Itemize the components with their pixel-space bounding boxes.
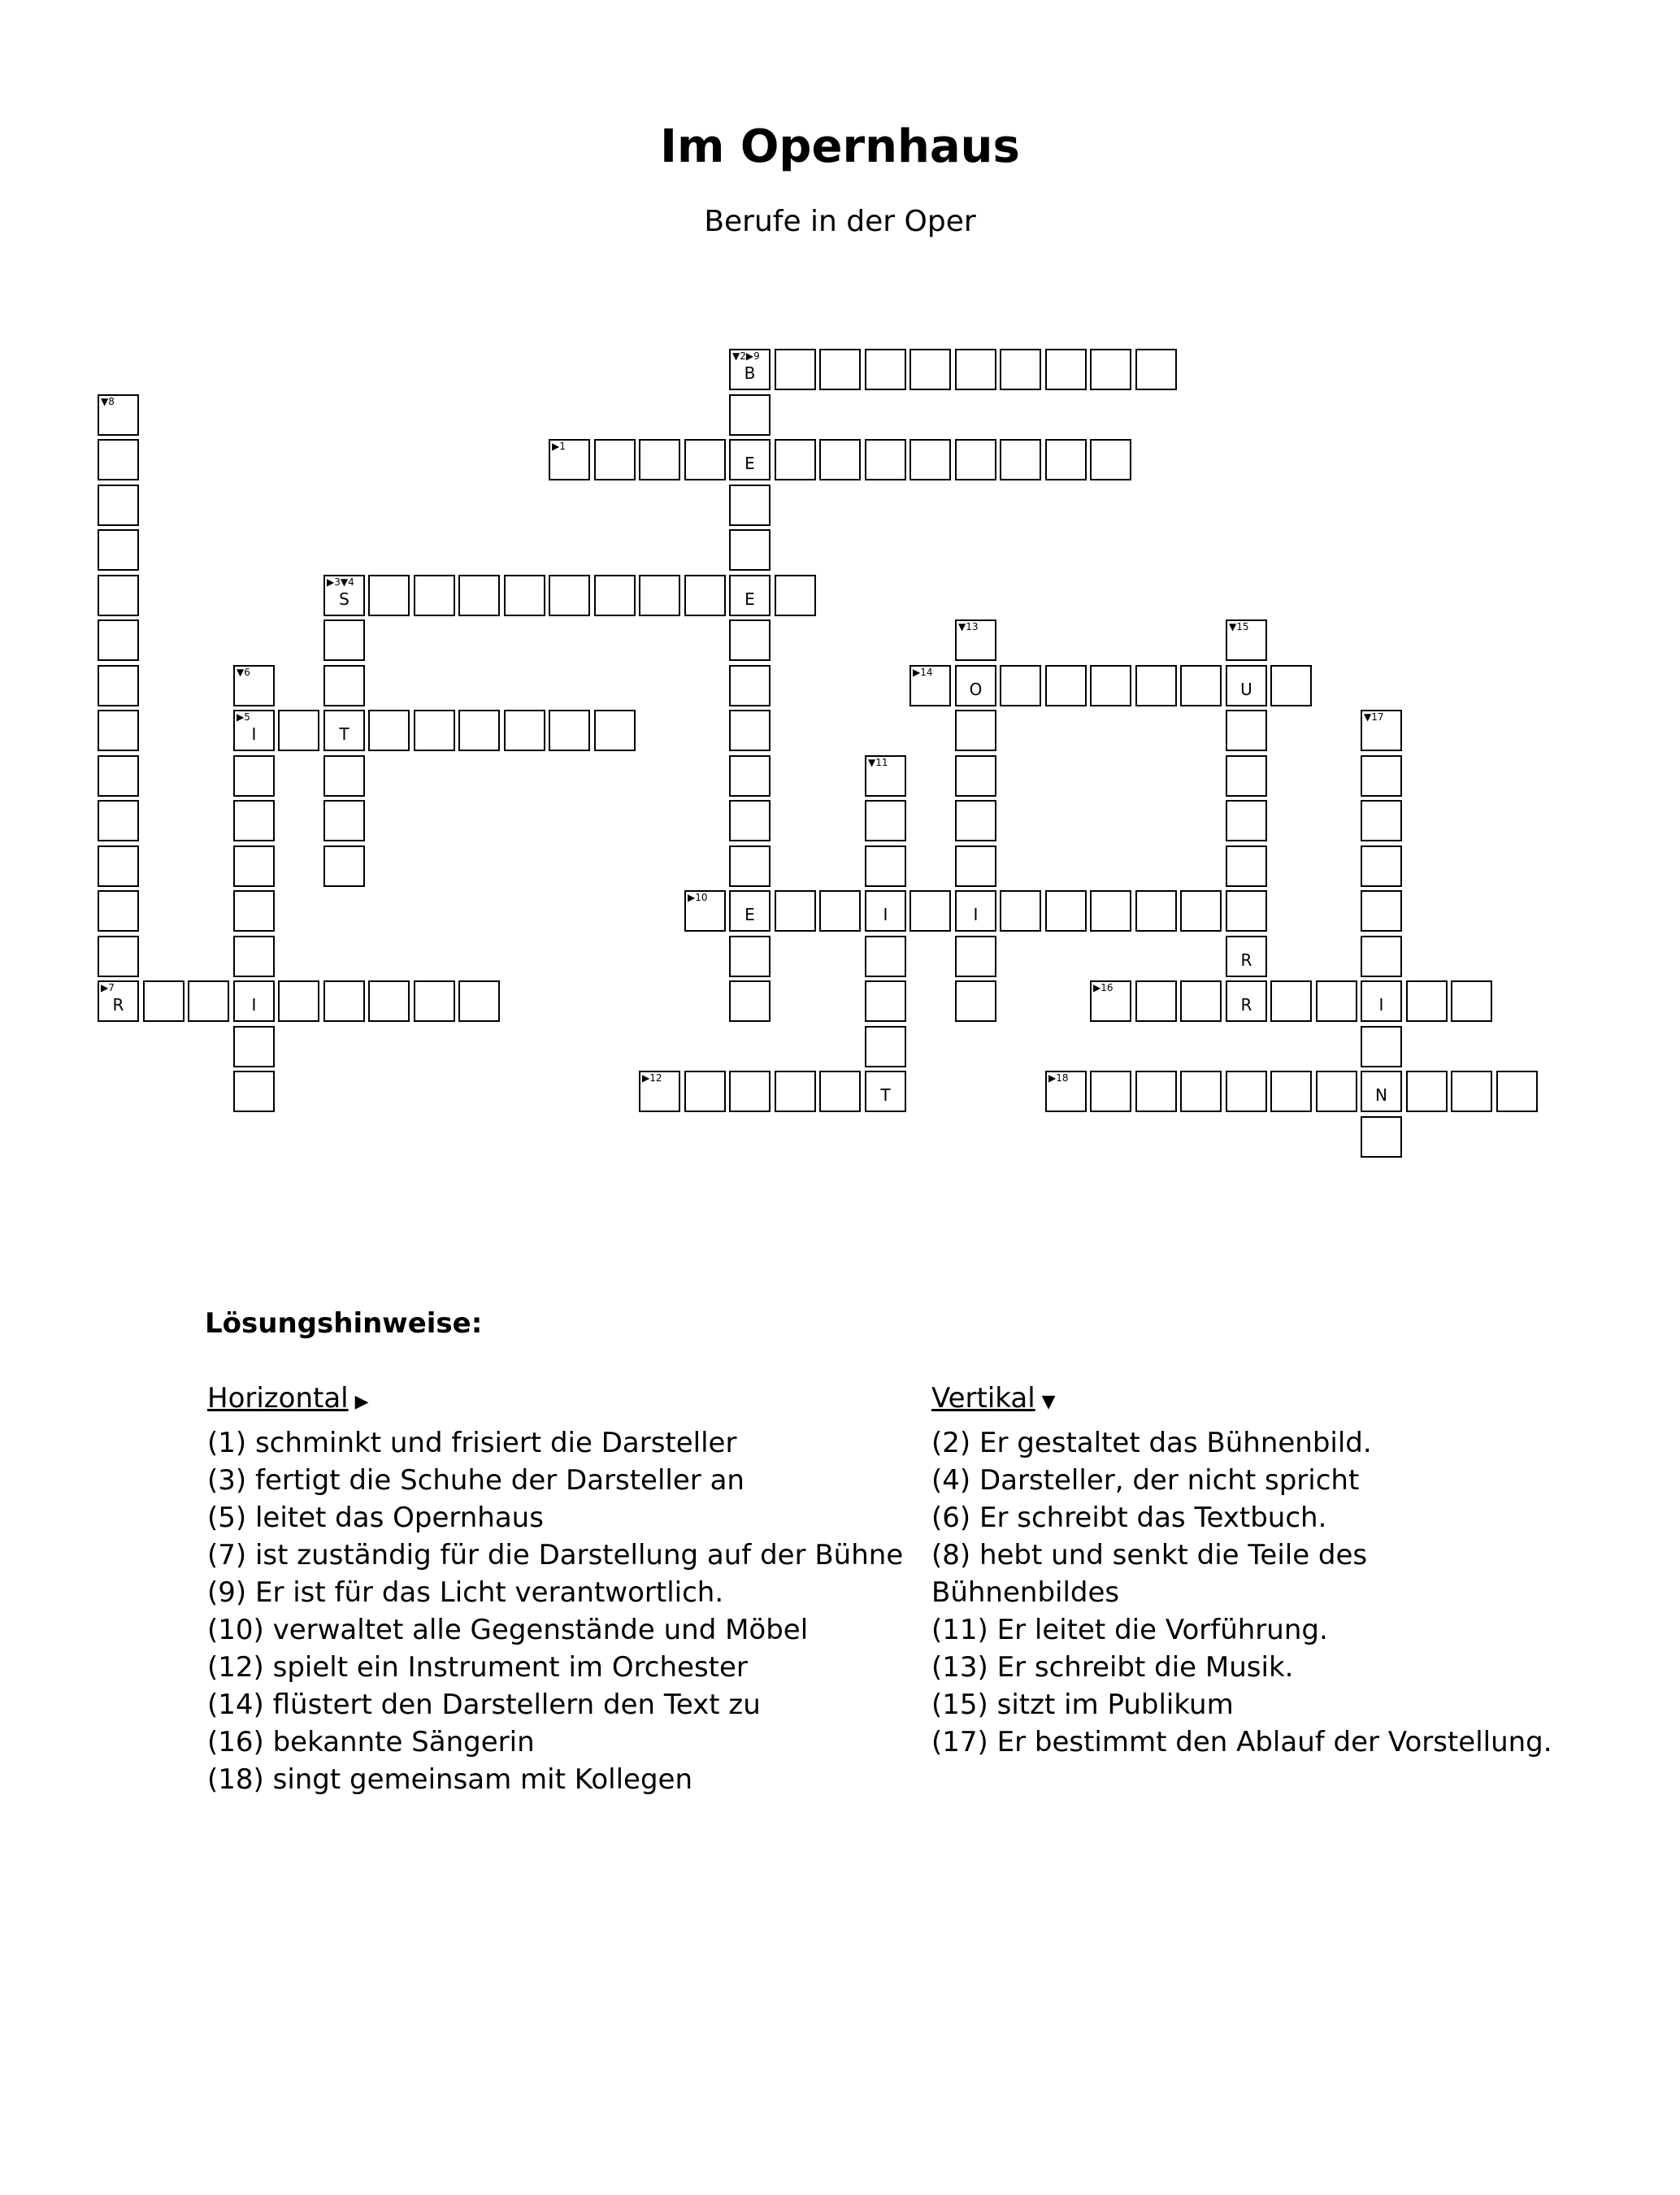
crossword-cell[interactable]: [729, 485, 771, 526]
down-clue: Bühnenbildes: [931, 1576, 1120, 1609]
crossword-cell[interactable]: [1226, 665, 1267, 706]
down-clue: (2) Er gestaltet das Bühnenbild.: [931, 1427, 1372, 1459]
crossword-cell[interactable]: [233, 1071, 275, 1112]
crossword-cell[interactable]: [729, 710, 771, 751]
across-clue: (3) fertigt die Schuhe der Darsteller an: [207, 1464, 744, 1497]
crossword-cell[interactable]: [1226, 890, 1267, 932]
crossword-cell[interactable]: [368, 980, 410, 1022]
crossword-cell[interactable]: [1451, 980, 1492, 1022]
cell-letter: E: [744, 454, 755, 473]
clue-number: ▼17: [1364, 711, 1384, 723]
crossword-cell[interactable]: [414, 980, 455, 1022]
crossword-cell[interactable]: [819, 890, 861, 932]
crossword-cell[interactable]: [368, 710, 410, 751]
down-clue: (15) sitzt im Publikum: [931, 1689, 1234, 1721]
cell-letter: S: [339, 589, 349, 609]
crossword-cell[interactable]: [775, 890, 816, 932]
crossword-cell[interactable]: [819, 439, 861, 480]
cell-letter: I: [251, 995, 257, 1015]
crossword-cell[interactable]: [729, 394, 771, 436]
crossword-cell[interactable]: [1090, 1071, 1131, 1112]
crossword-cell[interactable]: [414, 575, 455, 616]
crossword-cell[interactable]: [549, 575, 590, 616]
clue-number: ▶10: [688, 892, 708, 903]
cell-letter: R: [1240, 995, 1252, 1015]
crossword-cell[interactable]: [955, 890, 996, 932]
crossword-cell[interactable]: [1316, 1071, 1357, 1112]
crossword-cell[interactable]: [1226, 936, 1267, 977]
crossword-cell[interactable]: [458, 980, 500, 1022]
cell-letter: R: [112, 995, 124, 1015]
crossword-cell[interactable]: [909, 665, 951, 706]
crossword-cell[interactable]: [1361, 845, 1402, 887]
clue-number: ▶18: [1048, 1072, 1069, 1084]
crossword-cell[interactable]: [1361, 1116, 1402, 1158]
across-clue-list: [207, 1424, 903, 1798]
across-clue: (14) flüstert den Darstellern den Text zu: [207, 1689, 761, 1721]
page-subtitle: Berufe in der Oper: [704, 205, 976, 238]
page-title: Im Opernhaus: [660, 120, 1020, 173]
crossword-cell[interactable]: [1135, 890, 1177, 932]
cell-letter: I: [883, 905, 888, 924]
down-heading: [931, 1382, 1056, 1415]
crossword-cell[interactable]: [775, 349, 816, 390]
crossword-cell[interactable]: [1000, 665, 1041, 706]
across-clue: (5) leitet das Opernhaus: [207, 1502, 544, 1534]
cell-letter: U: [1240, 680, 1252, 699]
crossword-cell[interactable]: [323, 665, 365, 706]
crossword-cell[interactable]: [98, 665, 139, 706]
crossword-cell[interactable]: [1090, 665, 1131, 706]
crossword-cell[interactable]: [865, 845, 906, 887]
crossword-cell[interactable]: [1045, 1071, 1087, 1112]
clue-number: ▶16: [1093, 982, 1113, 993]
crossword-cell[interactable]: [865, 890, 906, 932]
crossword-cell[interactable]: [775, 575, 816, 616]
crossword-cell[interactable]: [1361, 936, 1402, 977]
crossword-cell[interactable]: [1361, 710, 1402, 751]
crossword-cell[interactable]: [188, 980, 229, 1022]
crossword-cell[interactable]: [323, 619, 365, 661]
crossword-cell[interactable]: [1045, 349, 1087, 390]
crossword-cell[interactable]: [955, 710, 996, 751]
clue-number: ▶1: [552, 441, 566, 452]
crossword-cell[interactable]: [1361, 800, 1402, 841]
crossword-cell[interactable]: [775, 1071, 816, 1112]
crossword-cell[interactable]: [1226, 619, 1267, 661]
crossword-cell[interactable]: [729, 575, 771, 616]
clue-number: ▼6: [237, 667, 250, 678]
crossword-cell[interactable]: [1226, 1071, 1267, 1112]
crossword-cell[interactable]: [729, 800, 771, 841]
crossword-cell[interactable]: [729, 1071, 771, 1112]
clue-number: ▼2▶9: [732, 350, 760, 362]
crossword-cell[interactable]: [955, 665, 996, 706]
down-clue: (11) Er leitet die Vorführung.: [931, 1614, 1328, 1646]
crossword-cell[interactable]: [729, 529, 771, 571]
crossword-cell[interactable]: [684, 575, 726, 616]
clue-number: ▼15: [1229, 621, 1249, 632]
clue-number: ▼11: [868, 757, 888, 768]
crossword-cell[interactable]: [594, 710, 636, 751]
crossword-cell[interactable]: [1361, 755, 1402, 797]
crossword-cell[interactable]: [729, 755, 771, 797]
crossword-cell[interactable]: [684, 1071, 726, 1112]
crossword-cell[interactable]: [98, 439, 139, 480]
crossword-cell[interactable]: [1361, 890, 1402, 932]
crossword-cell[interactable]: [639, 439, 680, 480]
crossword-cell[interactable]: [233, 936, 275, 977]
cell-letter: I: [251, 724, 257, 744]
across-clue: (18) singt gemeinsam mit Kollegen: [207, 1763, 693, 1796]
crossword-cell[interactable]: [1226, 755, 1267, 797]
crossword-cell[interactable]: [1226, 845, 1267, 887]
arrow-down-icon: ▼: [1041, 1392, 1056, 1412]
crossword-cell[interactable]: [504, 710, 545, 751]
crossword-cell[interactable]: [729, 890, 771, 932]
crossword-cell[interactable]: [233, 800, 275, 841]
crossword-cell[interactable]: [98, 710, 139, 751]
crossword-cell[interactable]: [98, 485, 139, 526]
crossword-cell[interactable]: [1000, 890, 1041, 932]
down-clue: (6) Er schreibt das Textbuch.: [931, 1502, 1327, 1534]
down-clue: (4) Darsteller, der nicht spricht: [931, 1464, 1360, 1497]
crossword-cell[interactable]: [278, 980, 319, 1022]
crossword-cell[interactable]: [955, 439, 996, 480]
crossword-cell[interactable]: [1226, 800, 1267, 841]
across-clue: (7) ist zuständig für die Darstellung auf der Bühne: [207, 1539, 904, 1571]
crossword-cell[interactable]: [1000, 439, 1041, 480]
crossword-cell[interactable]: [143, 980, 184, 1022]
crossword-cell[interactable]: [98, 980, 139, 1022]
crossword-cell[interactable]: [955, 980, 996, 1022]
clue-number: ▶7: [101, 982, 115, 993]
crossword-cell[interactable]: [1361, 980, 1402, 1022]
crossword-cell[interactable]: [955, 936, 996, 977]
cell-letter: R: [1240, 950, 1252, 970]
crossword-cell[interactable]: [1090, 980, 1131, 1022]
crossword-cell[interactable]: [504, 575, 545, 616]
cell-letter: T: [880, 1085, 891, 1105]
down-clue: (17) Er bestimmt den Ablauf der Vorstellung.: [931, 1726, 1552, 1758]
crossword-cell[interactable]: [98, 394, 139, 436]
crossword-cell[interactable]: [865, 349, 906, 390]
crossword-cell[interactable]: [865, 1026, 906, 1067]
crossword-cell[interactable]: [1045, 439, 1087, 480]
cell-letter: B: [744, 363, 756, 383]
crossword-cell[interactable]: [278, 710, 319, 751]
crossword-cell[interactable]: [233, 755, 275, 797]
crossword-cell[interactable]: [955, 800, 996, 841]
crossword-cell[interactable]: [955, 845, 996, 887]
crossword-cell[interactable]: [1180, 890, 1222, 932]
crossword-cell[interactable]: [1000, 349, 1041, 390]
crossword-cell[interactable]: [684, 439, 726, 480]
crossword-cell[interactable]: [1226, 710, 1267, 751]
crossword-cell[interactable]: [98, 890, 139, 932]
down-clue: (13) Er schreibt die Musik.: [931, 1651, 1294, 1684]
crossword-cell[interactable]: [639, 1071, 680, 1112]
down-heading-label: Vertikal: [931, 1382, 1035, 1415]
across-heading: [207, 1382, 369, 1415]
crossword-cell[interactable]: [729, 619, 771, 661]
across-clue: (9) Er ist für das Licht verantwortlich.: [207, 1576, 724, 1609]
crossword-cell[interactable]: [1090, 890, 1131, 932]
crossword-cell[interactable]: [98, 619, 139, 661]
crossword-cell[interactable]: [323, 710, 365, 751]
crossword-cell[interactable]: [1270, 980, 1312, 1022]
crossword-cell[interactable]: [865, 936, 906, 977]
crossword-cell[interactable]: [549, 439, 590, 480]
clue-number: ▶5: [237, 711, 250, 723]
crossword-cell[interactable]: [594, 439, 636, 480]
down-clue: (8) hebt und senkt die Teile des: [931, 1539, 1368, 1571]
arrow-right-icon: ▶: [354, 1392, 369, 1412]
crossword-cell[interactable]: [98, 936, 139, 977]
crossword-cell[interactable]: [549, 710, 590, 751]
clue-number: ▼13: [958, 621, 979, 632]
crossword-cell[interactable]: [909, 439, 951, 480]
crossword-cell[interactable]: [233, 1026, 275, 1067]
crossword-cell[interactable]: [865, 980, 906, 1022]
crossword-cell[interactable]: [323, 575, 365, 616]
crossword-cell[interactable]: [98, 529, 139, 571]
crossword-cell[interactable]: [729, 349, 771, 390]
crossword-cell[interactable]: [909, 890, 951, 932]
crossword-cell[interactable]: [1045, 665, 1087, 706]
crossword-cell[interactable]: [729, 845, 771, 887]
crossword-cell[interactable]: [323, 980, 365, 1022]
crossword-cell[interactable]: [1180, 1071, 1222, 1112]
crossword-cell[interactable]: [639, 575, 680, 616]
crossword-cell[interactable]: [1135, 980, 1177, 1022]
cell-letter: E: [744, 905, 755, 924]
crossword-cell[interactable]: [955, 619, 996, 661]
crossword-cell[interactable]: [1270, 1071, 1312, 1112]
crossword-cell[interactable]: [909, 349, 951, 390]
crossword-cell[interactable]: [98, 755, 139, 797]
crossword-cell[interactable]: [865, 755, 906, 797]
crossword-cell[interactable]: [1180, 980, 1222, 1022]
crossword-cell[interactable]: [729, 980, 771, 1022]
crossword-cell[interactable]: [1451, 1071, 1492, 1112]
across-clue: (16) bekannte Sängerin: [207, 1726, 535, 1758]
across-clue: (10) verwaltet alle Gegenstände und Möbel: [207, 1614, 809, 1646]
crossword-cell[interactable]: [1045, 890, 1087, 932]
crossword-cell[interactable]: [1090, 349, 1131, 390]
clues-heading: Lösungshinweise:: [205, 1307, 483, 1340]
crossword-cell[interactable]: [729, 665, 771, 706]
clue-number: ▶14: [913, 667, 933, 678]
crossword-cell[interactable]: [955, 349, 996, 390]
crossword-cell[interactable]: [1090, 439, 1131, 480]
crossword-cell[interactable]: [819, 1071, 861, 1112]
crossword-cell[interactable]: [458, 575, 500, 616]
crossword-cell[interactable]: [323, 800, 365, 841]
crossword-cell[interactable]: [98, 575, 139, 616]
crossword-cell[interactable]: [233, 665, 275, 706]
crossword-cell[interactable]: [819, 349, 861, 390]
cell-letter: O: [969, 680, 983, 699]
cell-letter: T: [339, 724, 349, 744]
cell-letter: N: [1375, 1085, 1387, 1105]
crossword-cell[interactable]: [414, 710, 455, 751]
crossword-cell[interactable]: [368, 575, 410, 616]
cell-letter: I: [973, 905, 979, 924]
clue-number: ▶3▼4: [327, 576, 354, 588]
crossword-cell[interactable]: [98, 800, 139, 841]
crossword-cell[interactable]: [955, 755, 996, 797]
crossword-cell[interactable]: [1406, 1071, 1448, 1112]
crossword-cell[interactable]: [729, 439, 771, 480]
crossword-cell[interactable]: [865, 1071, 906, 1112]
across-clue: (1) schminkt und frisiert die Darsteller: [207, 1427, 737, 1459]
crossword-cell[interactable]: [684, 890, 726, 932]
crossword-cell[interactable]: [233, 980, 275, 1022]
crossword-cell[interactable]: [1316, 980, 1357, 1022]
crossword-cell[interactable]: [458, 710, 500, 751]
crossword-cell[interactable]: [1361, 1026, 1402, 1067]
clue-number: ▶12: [642, 1072, 662, 1084]
crossword-cell[interactable]: [233, 845, 275, 887]
crossword-cell[interactable]: [1406, 980, 1448, 1022]
across-clue: (12) spielt ein Instrument im Orchester: [207, 1651, 748, 1684]
crossword-cell[interactable]: [1180, 665, 1222, 706]
crossword-cell[interactable]: [775, 439, 816, 480]
cell-letter: I: [1378, 995, 1384, 1015]
cell-letter: E: [744, 589, 755, 609]
crossword-cell[interactable]: [1135, 349, 1177, 390]
crossword-cell[interactable]: [323, 845, 365, 887]
crossword-cell[interactable]: [1496, 1071, 1538, 1112]
crossword-cell[interactable]: [865, 439, 906, 480]
crossword-cell[interactable]: [98, 845, 139, 887]
crossword-cell[interactable]: [233, 710, 275, 751]
crossword-cell[interactable]: [323, 755, 365, 797]
crossword-cell[interactable]: [1135, 1071, 1177, 1112]
crossword-cell[interactable]: [1135, 665, 1177, 706]
crossword-cell[interactable]: [1226, 980, 1267, 1022]
across-heading-label: Horizontal: [207, 1382, 349, 1415]
crossword-cell[interactable]: [865, 800, 906, 841]
crossword-cell[interactable]: [594, 575, 636, 616]
crossword-cell[interactable]: [233, 890, 275, 932]
down-clue-list: [931, 1424, 1552, 1761]
clue-number: ▼8: [101, 396, 115, 407]
crossword-cell[interactable]: [1361, 1071, 1402, 1112]
crossword-cell[interactable]: [729, 936, 771, 977]
crossword-cell[interactable]: [1270, 665, 1312, 706]
